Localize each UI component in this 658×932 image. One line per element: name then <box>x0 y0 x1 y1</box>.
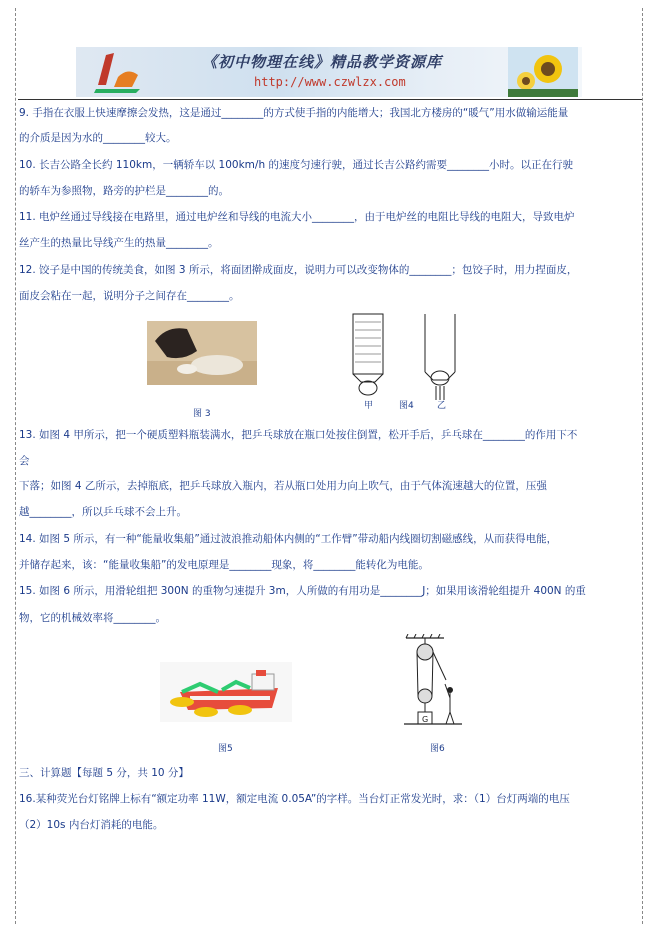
figure-5-caption: 图5 <box>218 744 233 754</box>
figure-5-energy-boat-image <box>160 662 292 722</box>
figure-6-caption: 图6 <box>430 744 445 754</box>
question-10-line-2: 的轿车为参照物，路旁的护栏是________的。 <box>19 185 229 197</box>
question-11-line-2: 丝产生的热量比导线产生的热量________。 <box>19 237 219 249</box>
question-13-line-2: 会 <box>19 455 30 467</box>
question-14-line-2: 并储存起来，该：“能量收集船”的发电原理是________现象，将________能转化为电能。 <box>19 559 429 571</box>
figure-4-caption: 图4 <box>399 401 414 411</box>
figure-3-dough-photo <box>147 321 257 385</box>
page-border <box>15 8 643 924</box>
weight-label: G <box>422 715 429 724</box>
question-12-line-2: 面皮会粘在一起，说明分子之间存在________。 <box>19 290 240 302</box>
section-3-heading: 三、计算题【每题 5 分，共 10 分】 <box>19 767 189 779</box>
figure-4-bottles-diagram <box>345 312 465 404</box>
figure-3-caption: 图 3 <box>193 409 211 419</box>
sunflower-image <box>508 47 578 97</box>
figure-4-label-b: 乙 <box>437 401 447 411</box>
question-16-line-2: （2）10s 内台灯消耗的电能。 <box>19 819 164 831</box>
header-rule <box>18 99 642 100</box>
header-banner <box>76 47 582 97</box>
question-14-line-1: 14. 如图 5 所示，有一种“能量收集船”通过波浪推动船体内侧的“工作臂”带动船内线圈切割磁感线，从而获得电能， <box>19 533 558 545</box>
site-logo <box>88 47 148 97</box>
question-13-line-4: 越________，所以乒乓球不会上升。 <box>19 506 187 518</box>
question-10-line-1: 10. 长吉公路全长约 110km，一辆轿车以 100km/h 的速度匀速行驶，通过长吉公路约需要________小时。以正在行驶 <box>19 159 573 171</box>
question-13-line-3: 下落；如图 4 乙所示，去掉瓶底，把乒乓球放入瓶内，若从瓶口处用力向上吹气，由于气体流速越大的位置，压强 <box>19 480 547 492</box>
question-15-line-2: 物，它的机械效率将________。 <box>19 612 166 624</box>
question-16-line-1: 16.某种荧光台灯铭牌上标有“额定功率 11W，额定电流 0.05A”的字样。当台灯正常发光时，求：（1）台灯两端的电压 <box>19 793 570 805</box>
banner-title: 《初中物理在线》精品教学资源库 <box>202 53 443 71</box>
figure-4-label-a: 甲 <box>364 401 374 411</box>
question-15-line-1: 15. 如图 6 所示，用滑轮组把 300N 的重物匀速提升 3m，人所做的有用功是________J；如果用该滑轮组提升 400N 的重 <box>19 585 586 597</box>
question-13-line-1: 13. 如图 4 甲所示，把一个硬质塑料瓶装满水，把乒乓球放在瓶口处按住倒置，松开手后，乒乓球在________的作用下不 <box>19 429 578 441</box>
question-12-line-1: 12. 饺子是中国的传统美食，如图 3 所示，将面团擀成面皮，说明力可以改变物体的________；包饺子时，用力捏面皮， <box>19 264 578 276</box>
question-11-line-1: 11. 电炉丝通过导线接在电路里，通过电炉丝和导线的电流大小________，由于电炉丝的电阻比导线的电阻大，导致电炉 <box>19 211 575 223</box>
question-9-line-2: 的介质是因为水的________较大。 <box>19 132 177 144</box>
question-9-line-1: 9. 手指在衣服上快速摩擦会发热，这是通过________的方式使手指的内能增大；我国北方楼房的“暖气”用水做输运能量 <box>19 107 569 119</box>
banner-url[interactable]: http://www.czwlzx.com <box>254 75 406 89</box>
figure-6-pulley-diagram <box>400 634 464 732</box>
